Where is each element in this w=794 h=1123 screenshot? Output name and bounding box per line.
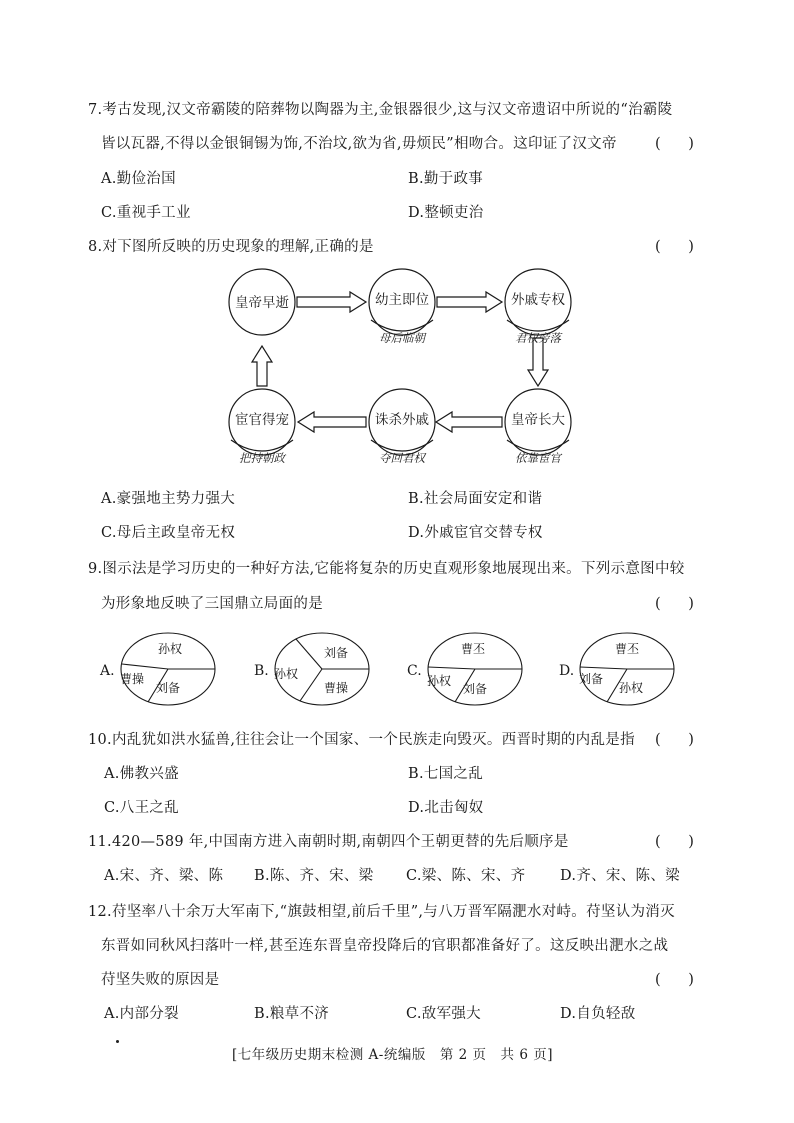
page-footer: [七年级历史期末检测 A-统编版 第 2 页 共 6 页] [232,1047,553,1063]
arrow-4-5 [436,412,502,432]
svg-text:刘备: 刘备 [579,672,604,686]
q12-stem-line3: 苻坚失败的原因是 [101,972,220,988]
q8-option-d[interactable]: D.外戚宦官交替专权 [408,525,543,541]
q11-answer-bracket[interactable]: ( ) [655,834,694,850]
q8-option-b[interactable]: B.社会局面安定和谐 [408,491,543,507]
scan-dot [116,1040,119,1043]
q12-answer-bracket[interactable]: ( ) [655,972,694,988]
q12-stem-line2: 东晋如同秋风扫落叶一样,甚至连东晋皇帝投降后的官职都准备好了。这反映出淝水之战 [101,938,669,954]
q12-option-d[interactable]: D.自负轻敌 [560,1006,636,1022]
q10-answer-bracket[interactable]: ( ) [655,732,694,748]
node-1: 皇帝早逝 [235,295,289,311]
q11-option-b[interactable]: B.陈、齐、宋、梁 [254,868,374,884]
arrow-5-6 [298,412,366,432]
svg-text:曹操: 曹操 [120,672,145,686]
svg-text:A.: A. [100,663,115,679]
q10-option-a[interactable]: A.佛教兴盛 [104,766,179,782]
svg-text:曹丕: 曹丕 [461,642,486,656]
label-3: 依靠宦官 [515,451,561,465]
svg-text:曹丕: 曹丕 [615,642,640,656]
q8-option-a[interactable]: A.豪强地主势力强大 [101,491,236,507]
label-1: 母后临朝 [379,331,425,345]
q11-option-c[interactable]: C.梁、陈、宋、齐 [406,868,526,884]
q9-answer-bracket[interactable]: ( ) [655,596,694,612]
arrow-1-2 [297,292,366,312]
label-4: 夺回君权 [379,451,425,465]
q7-stem-line1: 7.考古发现,汉文帝霸陵的陪葬物以陶器为主,金银器很少,这与汉文帝遗诏中所说的“治霸陵 [88,102,673,118]
q9-stem-line1: 9.图示法是学习历史的一种好方法,它能将复杂的历史直观形象地展现出来。下列示意图中较 [88,561,685,577]
svg-text:D.: D. [559,663,575,679]
arrow-2-3 [437,292,502,312]
svg-text:曹操: 曹操 [324,681,349,695]
q12-option-c[interactable]: C.敌军强大 [406,1006,481,1022]
svg-text:刘备: 刘备 [463,682,488,696]
svg-text:刘备: 刘备 [324,646,349,660]
node-6: 宦官得宠 [235,412,289,428]
q12-option-b[interactable]: B.粮草不济 [254,1006,330,1022]
svg-text:C.: C. [407,663,422,679]
q11-option-a[interactable]: A.宋、齐、梁、陈 [104,868,224,884]
q9-pie-d[interactable] [557,630,677,710]
q8-stem: 8.对下图所反映的历史现象的理解,正确的是 [88,239,374,255]
q7-option-b[interactable]: B.勤于政事 [408,171,484,187]
node-4: 皇帝长大 [511,412,565,428]
q12-stem-line1: 12.苻坚率八十余万大军南下,“旗鼓相望,前后千里”,与八万晋军隔淝水对峙。苻坚认为消灭 [88,904,675,920]
q8-cycle-diagram [220,262,580,472]
node-5: 诛杀外戚 [375,412,429,428]
q8-option-c[interactable]: C.母后主政皇帝无权 [101,525,236,541]
q9-pie-c[interactable] [405,630,525,710]
node-3: 外戚专权 [511,292,565,308]
svg-text:孙权: 孙权 [274,667,299,681]
label-2: 君权旁落 [515,331,561,345]
node-2: 幼主即位 [375,292,429,308]
svg-text:孙权: 孙权 [427,674,452,688]
q7-answer-bracket[interactable]: ( ) [655,136,694,152]
arrow-6-1 [252,346,272,386]
svg-text:刘备: 刘备 [156,681,181,695]
q9-pie-a[interactable] [98,630,218,710]
q10-option-d[interactable]: D.北击匈奴 [408,800,484,816]
q8-answer-bracket[interactable]: ( ) [655,239,694,255]
q9-pie-b[interactable] [252,630,372,710]
q11-option-d[interactable]: D.齐、宋、陈、梁 [560,868,680,884]
q11-stem: 11.420—589 年,中国南方进入南朝时期,南朝四个王朝更替的先后顺序是 [88,834,569,850]
q7-option-c[interactable]: C.重视手工业 [101,205,191,221]
q10-stem: 10.内乱犹如洪水猛兽,往往会让一个国家、一个民族走向毁灭。西晋时期的内乱是指 [88,732,635,748]
q10-option-b[interactable]: B.七国之乱 [408,766,484,782]
svg-text:孙权: 孙权 [619,681,644,695]
svg-text:孙权: 孙权 [158,642,183,656]
q7-stem-line2: 皆以瓦器,不得以金银铜锡为饰,不治坟,欲为省,毋烦民”相吻合。这印证了汉文帝 [101,136,617,152]
q7-option-d[interactable]: D.整顿吏治 [408,205,484,221]
q7-option-a[interactable]: A.勤俭治国 [101,171,176,187]
q10-option-c[interactable]: C.八王之乱 [104,800,179,816]
q12-option-a[interactable]: A.内部分裂 [104,1006,179,1022]
label-5: 把持朝政 [239,451,285,465]
svg-text:B.: B. [254,663,269,679]
arrow-3-4 [528,338,548,386]
q9-stem-line2: 为形象地反映了三国鼎立局面的是 [101,596,323,612]
